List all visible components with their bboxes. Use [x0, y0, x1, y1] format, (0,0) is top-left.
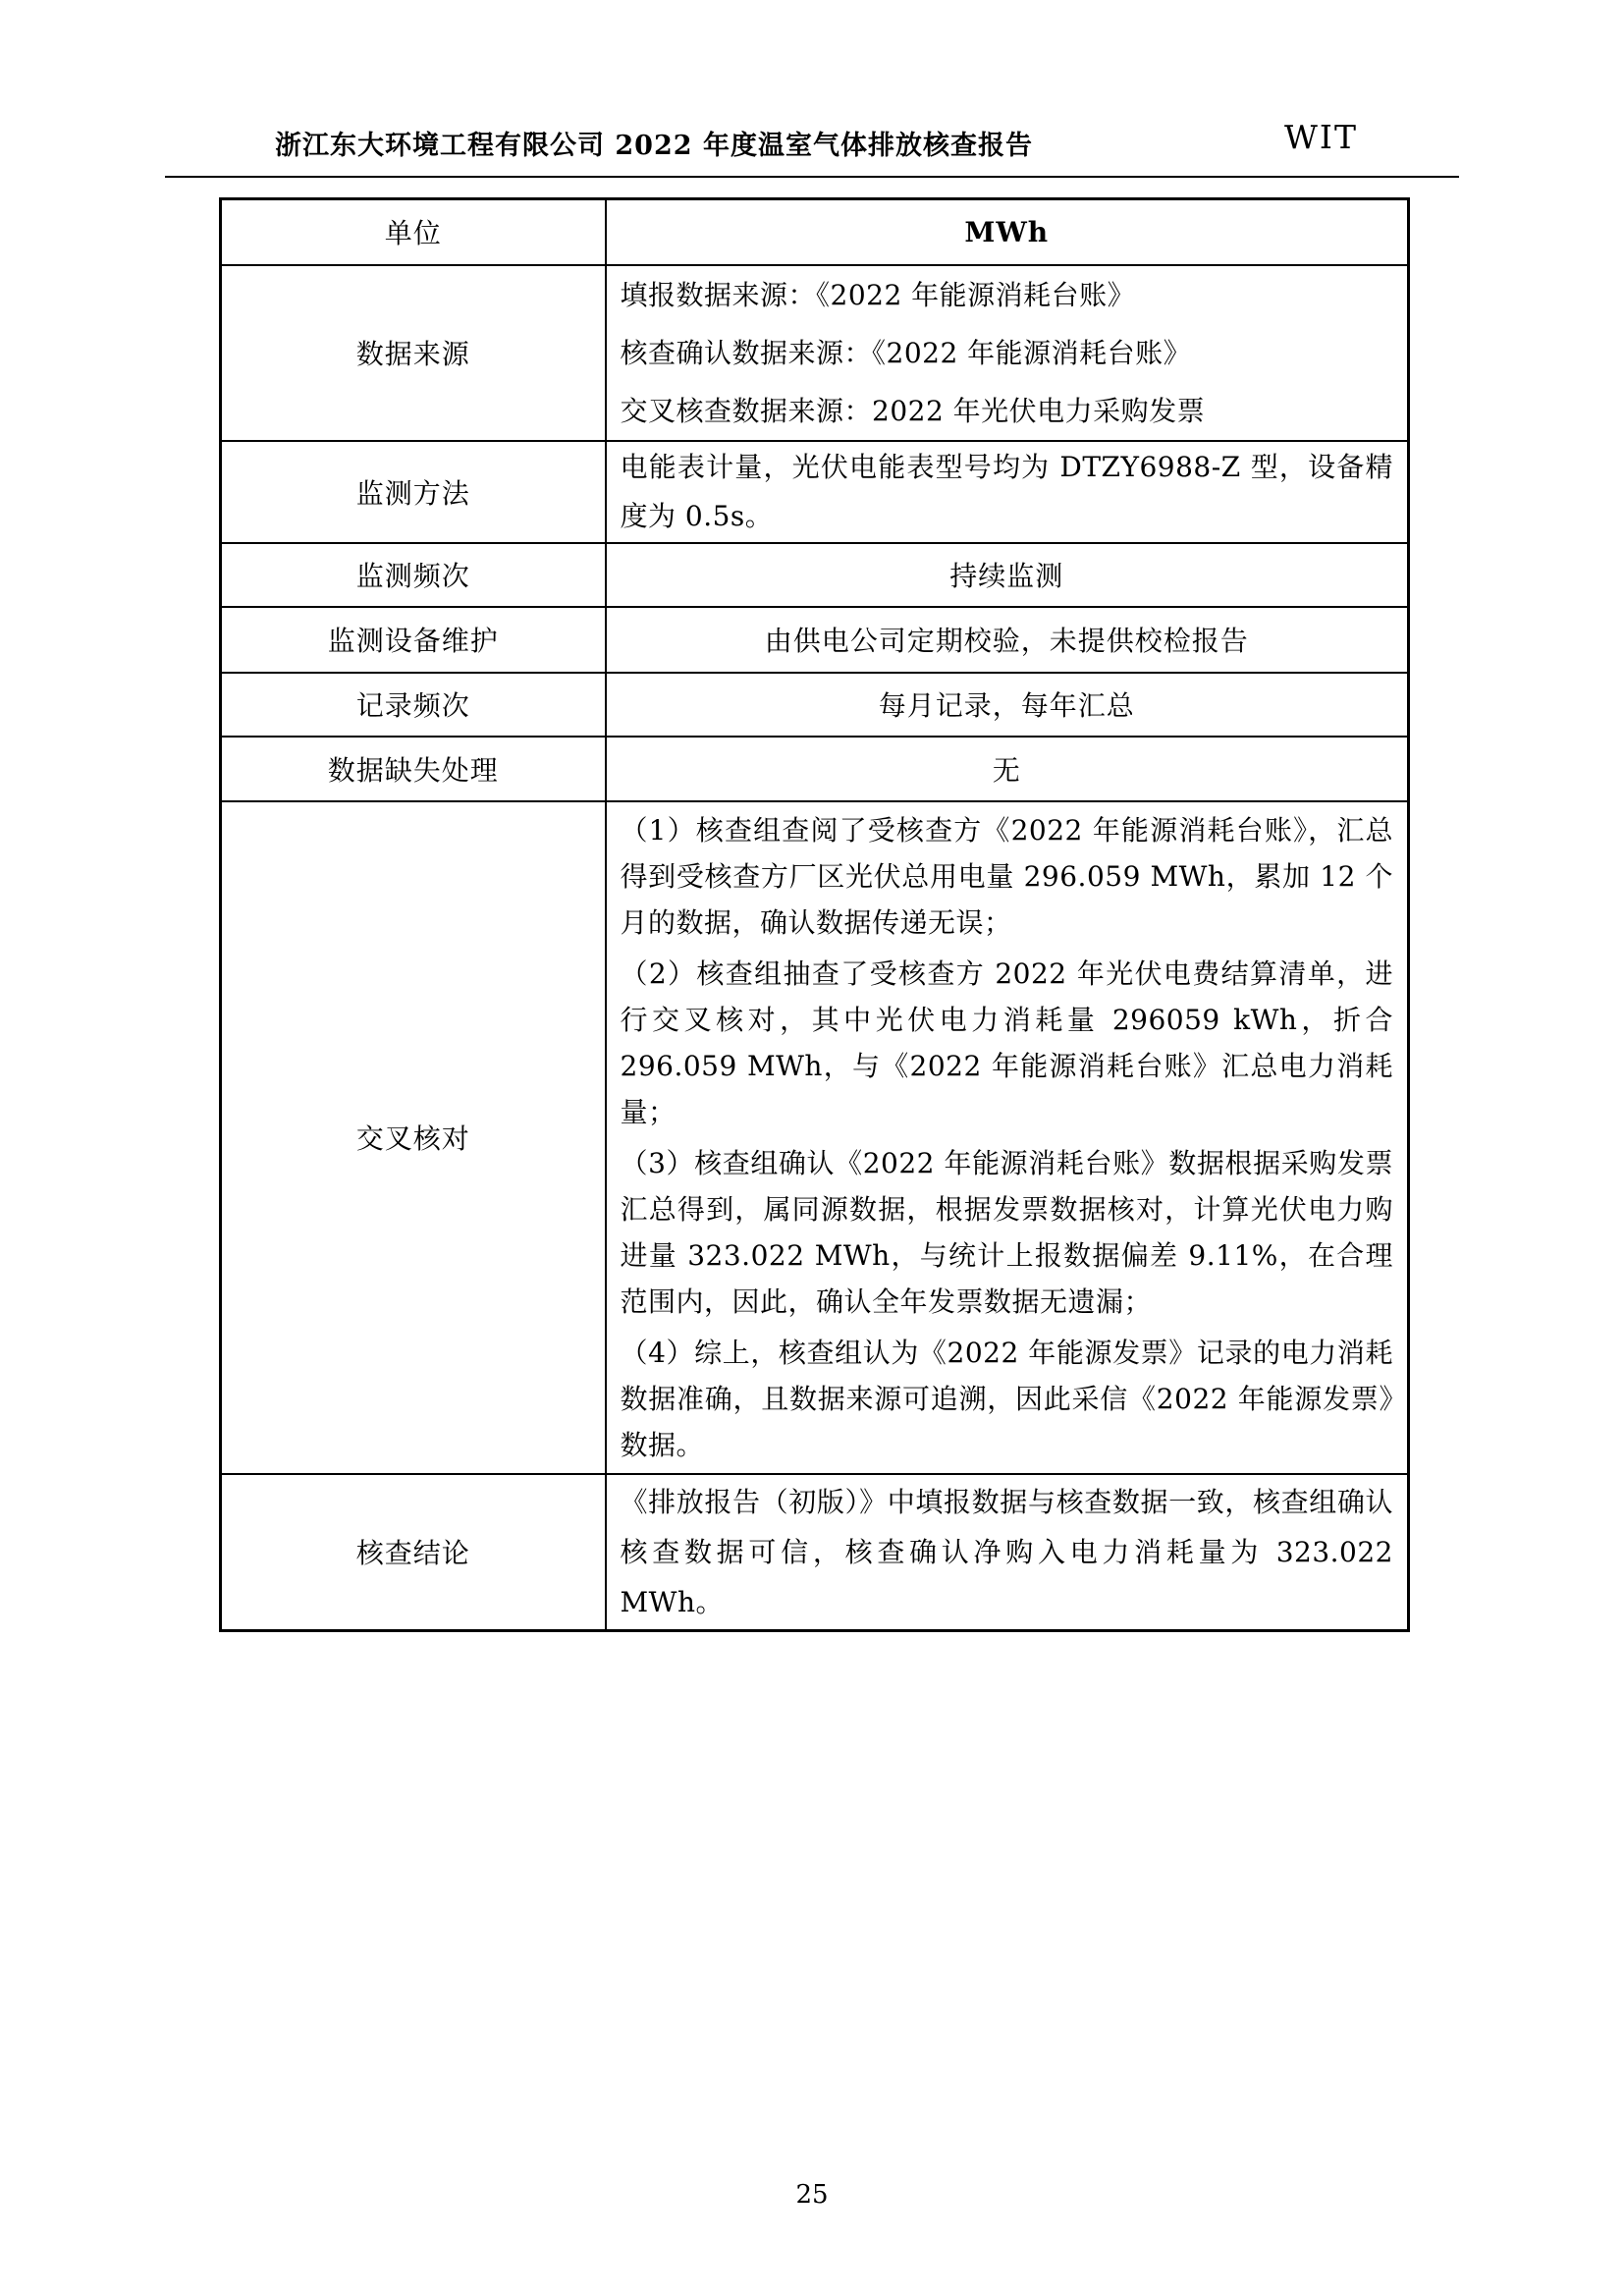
table-row-equipment-maintenance	[221, 607, 1409, 673]
cross-check-paragraph: （1）核查组查阅了受核查方《2022 年能源消耗台账》，汇总得到受核查方厂区光伏总用电量 296.059 MWh，累加 12 个月的数据，确认数据传递无误；	[620, 813, 1393, 939]
row-value: 每月记录，每年汇总	[606, 673, 1409, 737]
cross-check-paragraph: （4）综上，核查组认为《2022 年能源发票》记录的电力消耗数据准确，且数据来源可追溯，因此采信《2022 年能源发票》数据。	[620, 1336, 1393, 1461]
data-source-line: 填报数据来源：《2022 年能源消耗台账》	[620, 278, 1136, 311]
table-row-unit	[221, 199, 1409, 265]
row-value: 《排放报告（初版）》中填报数据与核查数据一致，核查组确认核查数据可信，核查确认净购入电力消耗量为 323.022 MWh。	[606, 1474, 1409, 1631]
table-row-data-source	[221, 265, 1409, 441]
header-divider-line	[165, 176, 1459, 178]
row-label: 监测设备维护	[221, 607, 606, 673]
report-header-title: 浙江东大环境工程有限公司 2022 年度温室气体排放核查报告	[275, 131, 1033, 161]
table-row-cross-check	[221, 801, 1409, 1474]
row-value: 持续监测	[606, 543, 1409, 607]
table-row-verification-conclusion	[221, 1474, 1409, 1631]
row-label: 核查结论	[221, 1474, 606, 1631]
row-value: MWh	[606, 199, 1409, 265]
verification-data-table	[219, 197, 1410, 1632]
page-number: 25	[795, 2180, 829, 2210]
row-value: 电能表计量，光伏电能表型号均为 DTZY6988-Z 型，设备精度为 0.5s。	[606, 441, 1409, 543]
row-value: 由供电公司定期校验，未提供校检报告	[606, 607, 1409, 673]
row-value: 无	[606, 737, 1409, 801]
data-source-line: 交叉核查数据来源：2022 年光伏电力采购发票	[620, 394, 1206, 427]
cross-check-paragraph: （2）核查组抽查了受核查方 2022 年光伏电费结算清单，进行交叉核对，其中光伏电力消耗量 296059 kWh，折合 296.059 MWh，与《2022 年能源消耗台账》汇总电力消耗量；	[620, 957, 1393, 1128]
row-label: 监测方法	[221, 441, 606, 543]
table-row-record-frequency	[221, 673, 1409, 737]
row-label: 监测频次	[221, 543, 606, 607]
data-source-line: 核查确认数据来源：《2022 年能源消耗台账》	[620, 336, 1192, 369]
table-row-monitoring-method	[221, 441, 1409, 543]
row-label: 交叉核对	[221, 801, 606, 1474]
table-row-missing-data-handling	[221, 737, 1409, 801]
row-label: 记录频次	[221, 673, 606, 737]
table-row-monitoring-frequency	[221, 543, 1409, 607]
row-label: 数据来源	[221, 265, 606, 441]
cross-check-paragraph: （3）核查组确认《2022 年能源消耗台账》数据根据采购发票汇总得到，属同源数据，根据发票数据核对，计算光伏电力购进量 323.022 MWh，与统计上报数据偏差 9.11%，在合理范围内，因此，确认全年发票数据无遗漏；	[620, 1146, 1393, 1318]
row-value	[606, 801, 1409, 1474]
row-label: 数据缺失处理	[221, 737, 606, 801]
row-value	[606, 265, 1409, 441]
header-logo-wit: WIT	[1284, 118, 1358, 156]
row-label: 单位	[221, 199, 606, 265]
